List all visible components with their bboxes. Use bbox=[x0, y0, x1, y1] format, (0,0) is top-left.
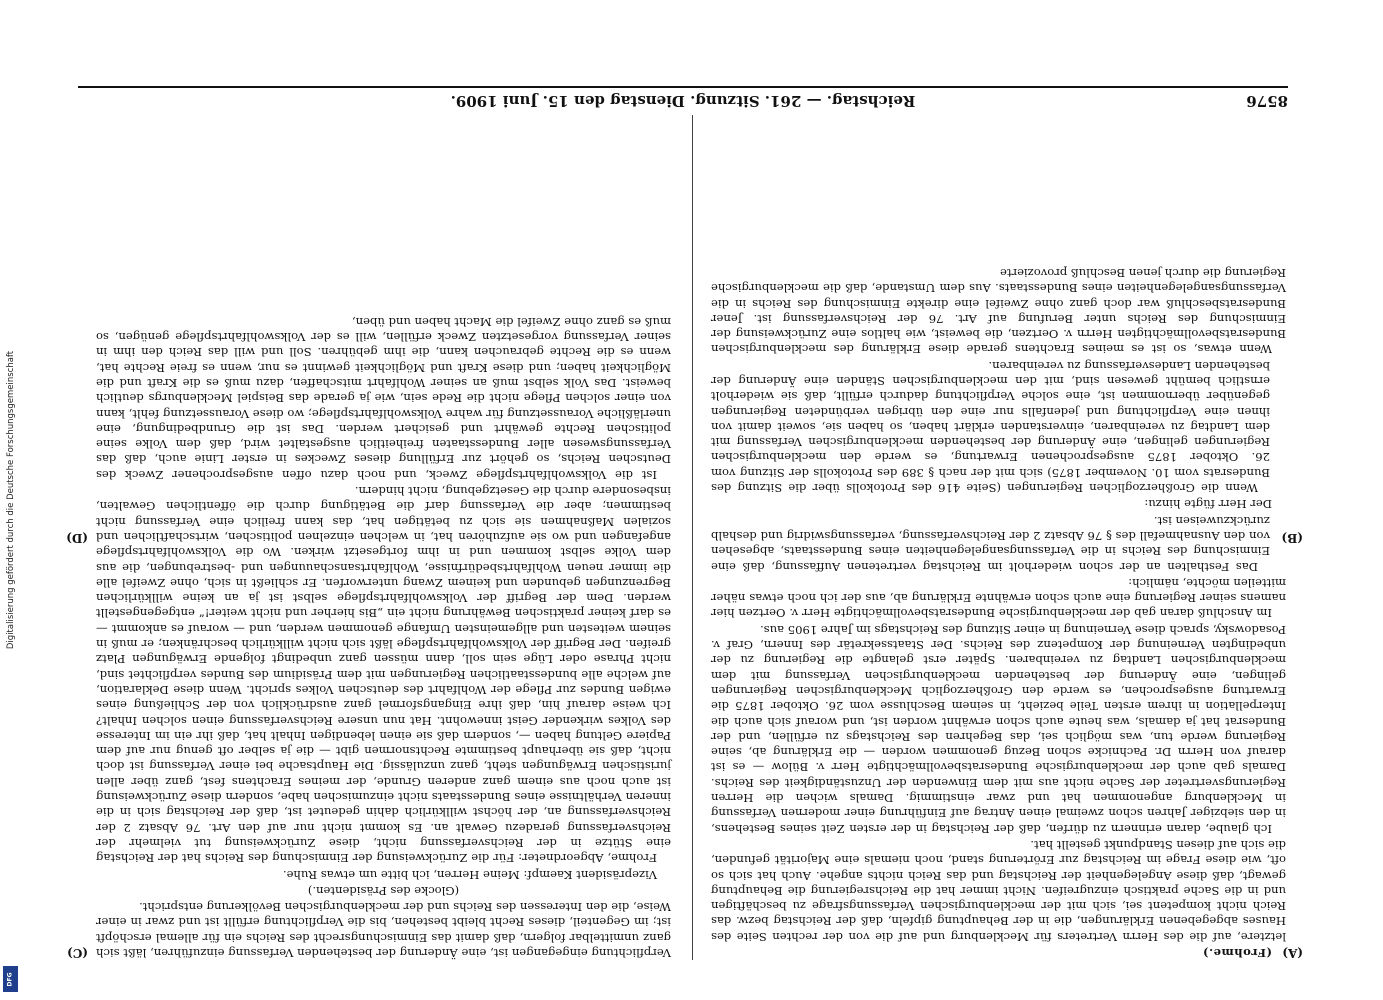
paragraph: Ich glaube, daran erinnern zu dürfen, daß der Reichstag in der ersten Zeit seines Bestehens, in den siebziger Jahren schon zweimal einen Antrag auf Einführung einer modernen Verfassung in Mecklenburg angenommen hat und zwar einstimmig. Damals wichen die Herren Regierungsvertreter der Sache nicht aus mit dem Einwenden der Unzuständigkeit des Reichs. Damals gab auch der mecklenburgische Bundesratsbevollmächtigte Herr v. Bülow — es ist darauf von Herrn Dr. Pachnicke schon Bezug genommen worden — die Erklärung ab, seine Regierung werde tun, was möglich sei, das Begehren des Reichstags zu erfüllen, und der Bundesrat hat ja damals, was heute auch schon erwähnt worden ist, und worauf sich auch die Interpellation in ihrem ersten Teile bezieht, in seinem Beschlusse vom 26. Oktober 1875 die Erwartung ausgesprochen, es werde den Großherzoglich Mecklenburgischen Regierungen gelingen, eine Änderung der bestehenden mecklenburgischen Verfassung mit dem mecklenburgischen Landtag zu vereinbaren. Später erst gelangte die Regierung zu der unbedingten Verneinung der Kompetenz des Reichs. Der Staatssekretär des Innern, Graf v. Posadowsky, sprach diese Verneinung in einer Sitzung des Reichstags im Jahre 1905 aus. bbox=[711, 622, 1286, 836]
paragraph: Wenn die Großherzoglichen Regierungen (Seite 416 des Protokolls über die Sitzung des Bundesrats vom 10. November 1875) sich mit der nach § 389 des Protokolls der Sitzung vom 26. Oktober 1875 ausgesprochenen Erwartung, es werde den mecklenburgischen Regierungen gelingen, eine Änderung der bestehenden mecklenburgischen Verfassung mit dem Landtag zu vereinbaren, einverstanden erklärt haben, so haben sie, soweit damit von ihnen eine Verpflichtung und jedenfalls nur eine den übrigen verbündeten Regierungen gegenüber übernommen ist, eine solche Verpflichtung dadurch erfüllt, daß sie wiederholt ernstlich bemüht gewesen sind, mit den mecklenburgischen Ständen eine Änderung der bestehenden Landesverfassung zu vereinbaren. bbox=[711, 358, 1270, 496]
paragraph: letztere, auf die des Herrn Vertreters für Mecklenburg und auf die von der rechten Seite des Hauses abgegebenen Erklärungen, die in der Behauptung gipfeln, daß der Reichstag bezw. das Reich nicht kompetent sei, sich mit der mecklenburgischen Verfassungsfrage zu beschäftigen und in die Sache praktisch einzugreifen. Nicht immer hat die Reichsregierung die Behauptung gewagt, daß diese Angelegenheit der Reichstag und das Reich nichts angehe. Auch hat sich so oft, wie diese Frage im Reichstag zur Erörterung stand, noch niemals eine Majorität gefunden, die sich auf diesen Standpunkt gestellt hat. bbox=[711, 837, 1286, 944]
paragraph: Wenn etwas, so ist es meines Erachtens gerade diese Erklärung des mecklenburgischen Bundesratsbevollmächtigten Herrn v. Oertzen, die beweist, wie haltlos eine Zurückweisung der Einmischung des Reichs unter Berufung auf Art. 76 der Reichsverfassung ist. Jener Bundesratsbeschluß war doch ganz ohne Zweifel eine direkte Einmischung des Reichs in die Verfassungsangelegenheiten eines Bundesstaats. Aus dem Umstande, daß die mecklenburgische Regierung die durch jenen Beschluß provozierte bbox=[711, 265, 1286, 357]
paragraph: Vizepräsident Kaempf: Meine Herren, ich bitte um etwas Ruhe. bbox=[282, 867, 657, 882]
column-divider bbox=[692, 115, 693, 960]
watermark-text: Digitalisierung gefördert durch die Deutsche Forschungsgemeinschaft bbox=[6, 350, 16, 650]
paragraph: (Glocke des Präsidenten.) bbox=[307, 883, 460, 898]
paragraph: Ist die Volkswohlfahrtspflege Zweck, und noch dazu offen ausgesprochener Zweck des Deutschen Reichs, so gehört zur Erfüllung dieses Zweckes in erster Linie auch, daß das Verfassungswesen aller Bundesstaaten freiheitlich ausgestaltet wird, daß dem Volke seine politischen Rechte gewährt und gesichert werden. Das ist die Grundbedingung, eine unerläßliche Voraussetzung für wahre Volkswohlfahrtspflege; wo diese Voraussetzung fehlt, kann von einer solchen Pflege nicht die Rede sein, wie ja gerade das Beispiel Mecklenburgs deutlich beweist. Das Volk selbst muß an seiner Wohlfahrt mitschaffen, dazu muß es die Kraft und die Möglichkeit haben; und diese Kraft und Möglichkeit gewinnt es nur, wenn es freie Rechte hat, wenn es die Rechte gebrauchen kann, die ihm gebühren. Soll und will das Reich den ihm in seiner Verfassung vorgesetzten Zweck erfüllen, will es der Volkswohlfahrtspflege genügen, so muß es ganz ohne Zweifel die Macht haben und üben, bbox=[96, 314, 671, 482]
paragraph: Der Herr fügte hinzu: bbox=[1144, 497, 1272, 512]
paragraph: Das Festhalten an der schon wiederholt im Reichstag vertretenen Auffassung, daß eine Einmischung des Reichs in die Verfassungsangelegenheiten eines Bundesstaats, abgesehen von den Ausnahmefall des § 76 Absatz 2 der Reichsverfassung, verfassungswidrig und deshalb zurückzuweisen ist. bbox=[711, 513, 1270, 574]
header-title: Reichstag. — 261. Sitzung. Dienstag den 15. Juni 1909. bbox=[450, 92, 916, 110]
margin-letter-a: (A) bbox=[1282, 946, 1303, 960]
margin-letter-c: (C) bbox=[67, 946, 88, 960]
text-column-left bbox=[711, 115, 1286, 960]
dfg-logo-text: DFG bbox=[6, 971, 14, 987]
margin-letter-b: (B) bbox=[1281, 531, 1303, 545]
page-number: 8576 bbox=[1246, 92, 1288, 110]
paragraph: (Frohme.) bbox=[1202, 946, 1272, 960]
margin-letter-d: (D) bbox=[66, 531, 88, 545]
header-rule bbox=[78, 86, 1288, 88]
paragraph: Frohme, Abgeordneter: Für die Zurückweisung der Einmischung des Reichs hat der Reichstag eine Stütze in der Reichsverfassung nicht, diese Zurückweisung tut vielmehr der Reichsverfassung geradezu Gewalt an. Es kommt nicht nur auf den Art. 76 Absatz 2 der Reichsverfassung an, der höchst willkürlich dahin gedeutet ist, daß der Reichstag sich in die inneren Verhältnisse eines Bundesstaats nicht einzumischen habe, sondern diese Zurückweisung ist auch noch aus einem ganz anderen Grunde, der meines Erachtens fest, ganz über allen juristischen Erwägungen steht, ganz unzulässig. Die Hauptsache bei einer Verfassung ist doch nicht, daß sie überhaupt bestimmte Rechtsnormen gibt — die ja selber oft genug nur auf dem Papiere Geltung haben —, sondern daß sie einen lebendigen Inhalt hat, daß ihr ein im Interesse des Volkes wirkender Geist innewohnt. Hat nun unsere Reichsverfassung einen solchen Inhalt? Ich weise darauf hin, daß ihre Eingangsformel ganz ausdrücklich von der Schließung eines ewigen Bundes zur Pflege der Wohlfahrt des deutschen Volkes spricht. Wenn diese Deklaration, auf welche alle bundesstaatlichen Regierungen mit dem Präsidium des Bundes verpflichtet sind, nicht Phrase oder Lüge sein soll, dann müssen ganz unbedingt folgende Erwägungen Platz greifen. Der Begriff der Volkswohlfahrtspflege läßt sich nicht willkürlich beschränken; er muß in seinem weitesten und allgemeinsten Umfange genommen werden, und — worauf es ankommt — es darf keiner praktischen Bewährung nicht ein „Bis hierher und nicht weiter!“ entgegengestellt werden. Dem der Begriff der Volkswohlfahrtspflege selbst ist ja an keine willkürlichen Begrenzungen gebunden und keinem Zwang unterworfen. Er schließt in sich, ohne Zweifel alle die immer neuen Wohlfahrtsbedürfnisse, Wohlfahrtsanschauungen und -bestrebungen, die aus dem Volke selbst kommen und in ihm fortgesetzt wirken. Wo die Volkswohlfahrtspflege angefangen und wo sie aufzuhören hat, in welchen einzelnen politischen, wirtschaftlichen und sozialen Maßnahmen sie sich zu betätigen hat, das kann freilich eine Verfassung nicht bestimmen; aber die Verfassung darf die Betätigung durch die öffentlichen Gewalten, insbesondere durch die Gesetzgebung, nicht hindern. bbox=[96, 484, 671, 866]
paragraph: Im Anschluß daran gab der mecklenburgische Bundesratsbevollmächtigte Herr v. Oertzen hier namens seiner Regierung eine auch schon erwähnte Erklärung ab, aus der ich noch etwas näher mitteilen möchte, nämlich: bbox=[711, 575, 1286, 621]
text-column-right bbox=[96, 115, 671, 960]
paragraph: Verpflichtung eingegangen ist, eine Änderung der bestehenden Verfassung einzuführen, läßt sich ganz unmittelbar folgern, daß damit das Einmischungsrecht des Reichs ein für allemal erschöpft ist; im Gegenteil, dieses Recht bleibt bestehen, bis die Verpflichtung erfüllt ist und zwar in einer Weise, die den Interessen des Reichs und der mecklenburgischen Bevölkerung entspricht. bbox=[96, 900, 671, 960]
